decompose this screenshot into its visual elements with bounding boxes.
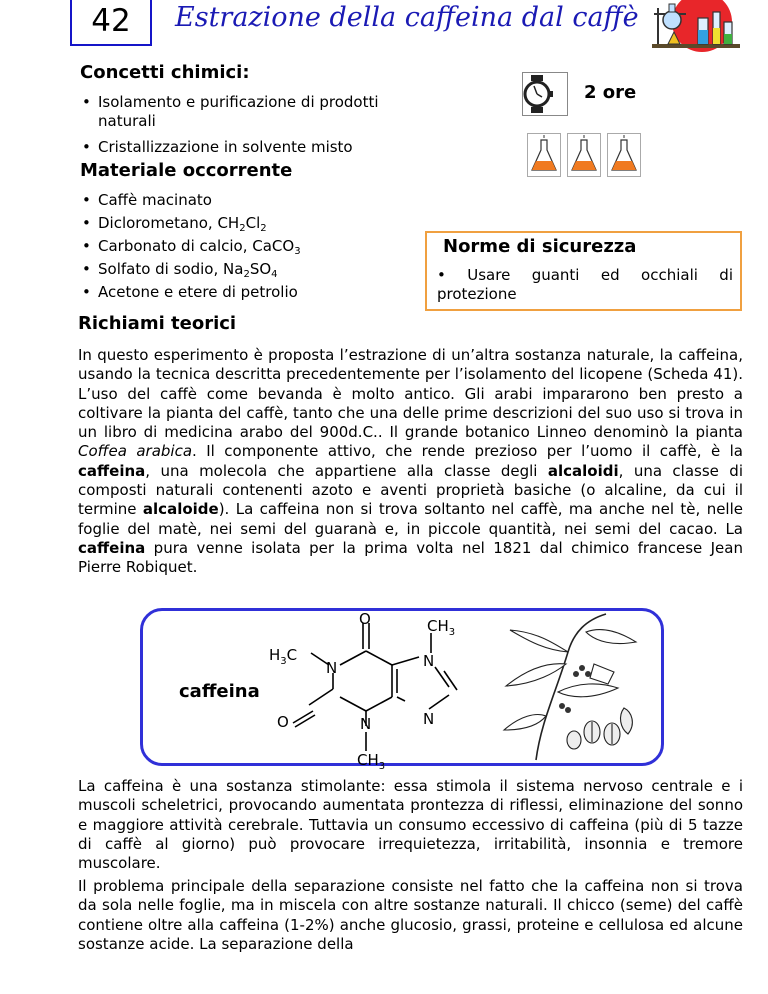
materials-list	[80, 189, 420, 304]
methyl-group: $CH_3$	[427, 617, 456, 638]
duration: 2 ore	[584, 82, 637, 103]
atom-n: N	[423, 710, 435, 728]
flask-icon	[567, 133, 601, 177]
atom-n: N	[423, 652, 435, 670]
list-item: • Cristallizzazione in solvente misto	[80, 138, 440, 157]
atom-o: O	[277, 713, 289, 731]
theory-paragraph: La caffeina è una sostanza stimolante: essa stimola il sistema nervoso centrale e i muscoli scheletrici, provocando aumentata prontezza di riflessi, eliminazione del sonno e maggiore attività cerebrale. Tuttavia un consumo eccessivo di caffeina (più di 5 tazze di caffè al giorno) può provocare irrequietezza, irritabilità, insonnia e tremore muscolare.	[78, 777, 743, 873]
concepts-heading: Concetti chimici:	[80, 62, 250, 83]
list-item: • Acetone e etere di petrolio	[80, 281, 420, 304]
timer-icon	[522, 72, 568, 116]
theory-paragraph: Il problema principale della separazione consiste nel fatto che la caffeina non si trova da sola nelle foglie, ma in miscela con altre sostanze naturali. Il chicco (seme) del caffè contiene oltre alla caffeina (1-2%) anche glucosio, grassi, proteine e cellulosa ed alcune sostanze acide. La separazione della	[78, 877, 743, 953]
theory-paragraph: In questo esperimento è proposta l’estrazione di un’altra sostanza naturale, la caffeina, usando la tecnica descritta precedentemente per l’isolamento del licopene (Scheda 41). L’uso del caffè come bevanda è molto antico. Gli arabi impararono ben presto a coltivare la pianta del caffè, tanto che una delle prime descrizioni del suo uso si trova in un libro di medicina arabo del 900d.C.. Il grande botanico Linneo denominò la pianta Coffea arabica. Il componente attivo, che rende prezioso per l’uomo il caffè, è la caffeina, una molecola che appartiene alla classe degli alcaloidi, una classe di composti naturali contenenti azoto e aventi proprietà basiche (o alcaline, da cui il termine alcaloide). La caffeina non si trova soltanto nel caffè, ma anche nel tè, nelle foglie del matè, nei semi del guaranà e, in piccole quantità, nei semi del cacao. La caffeina pura venne isolata per la prima volta nel 1821 dal chimico francese Jean Pierre Robiquet.	[78, 346, 743, 577]
list-item: • Isolamento e purificazione di prodotti naturali	[80, 93, 440, 131]
list-item: • Diclorometano, $CH_2Cl_2$	[80, 212, 420, 235]
safety-box	[425, 231, 742, 311]
concepts-list	[80, 93, 440, 164]
methyl-group: $H_3C$	[269, 646, 298, 667]
chemistry-lab-icon	[640, 0, 740, 54]
sheet-number: 42	[70, 0, 152, 46]
structure-label: caffeina	[179, 681, 260, 702]
materials-heading: Materiale occorrente	[80, 160, 293, 181]
page-title: Estrazione della caffeina dal caffè	[175, 2, 639, 33]
atom-o: O	[359, 610, 371, 628]
coffee-plant-illustration	[496, 612, 644, 762]
flask-icon	[607, 133, 641, 177]
safety-text: • Usare guanti ed occhiali di protezione	[437, 266, 733, 303]
atom-n: N	[360, 715, 372, 733]
list-item: • Caffè macinato	[80, 189, 420, 212]
safety-heading: Norme di sicurezza	[443, 236, 637, 257]
theory-heading: Richiami teorici	[78, 313, 237, 334]
list-item: • Solfato di sodio, $Na_2SO_4$	[80, 258, 420, 281]
list-item: • Carbonato di calcio, CaCO$_3$	[80, 235, 420, 258]
flask-icon	[527, 133, 561, 177]
methyl-group: $CH_3$	[357, 751, 386, 772]
atom-n: N	[326, 659, 338, 677]
